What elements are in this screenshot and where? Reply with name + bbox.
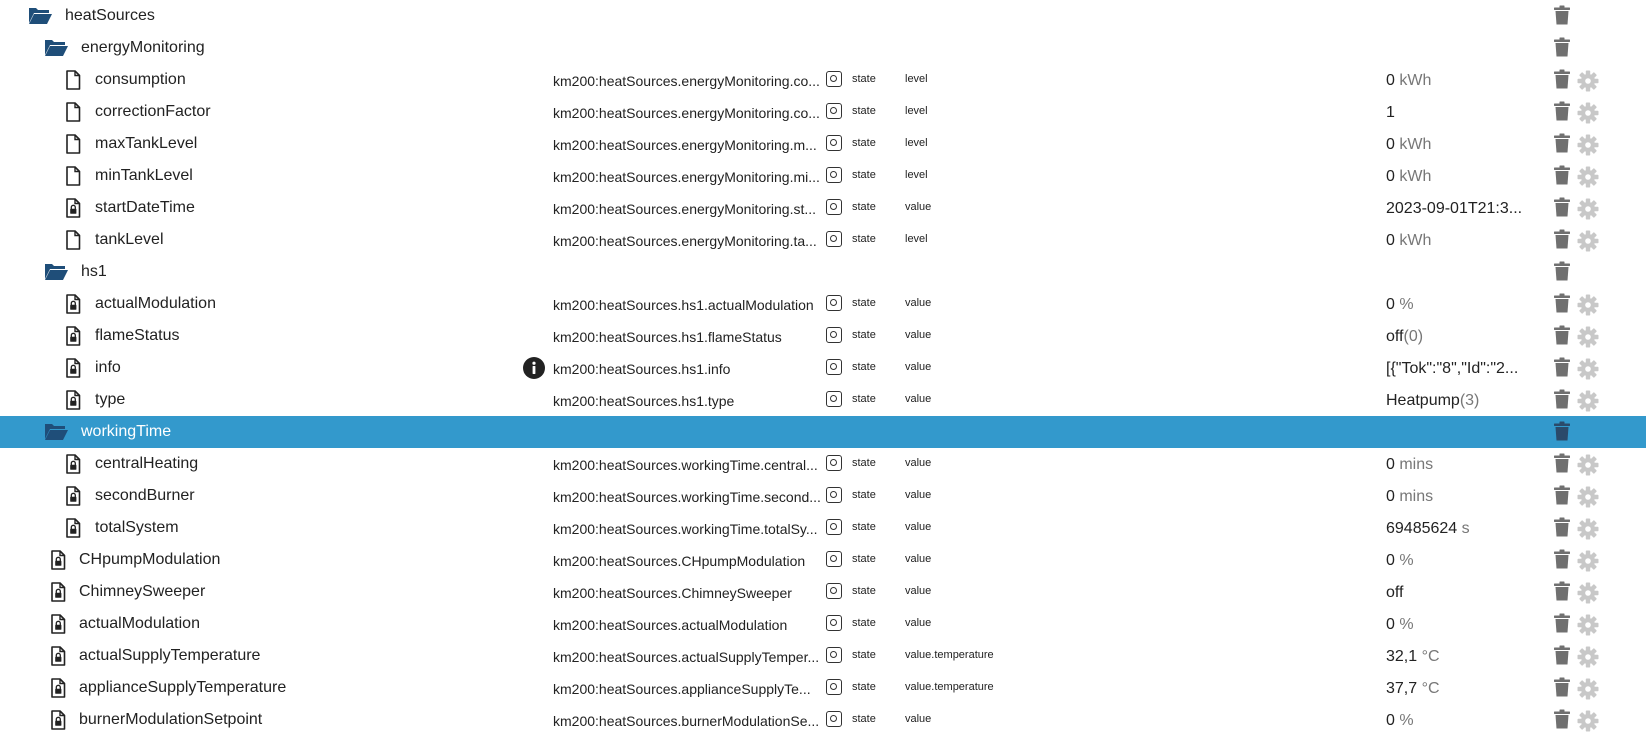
trash-icon[interactable] (1553, 517, 1573, 539)
state-type-icon (826, 231, 842, 247)
value-text: Heatpump (1386, 392, 1460, 409)
object-id: km200:heatSources.workingTime.central... (553, 457, 818, 473)
folder-name: workingTime (81, 423, 172, 440)
value-unit: % (1394, 552, 1414, 569)
tree-state-row[interactable] (0, 384, 1646, 416)
state-value[interactable] (1386, 296, 1529, 314)
trash-icon[interactable] (1553, 485, 1573, 507)
state-name: maxTankLevel (95, 135, 198, 152)
state-name: minTankLevel (95, 167, 193, 184)
state-name: flameStatus (95, 327, 180, 344)
value-text: off (1386, 584, 1404, 601)
state-type-icon (826, 519, 842, 535)
object-id: km200:heatSources.energyMonitoring.mi... (553, 169, 820, 185)
object-type-label: state (852, 297, 876, 309)
object-type-label: state (852, 73, 876, 85)
object-type-label: state (852, 329, 876, 341)
value-text: 0 (1386, 136, 1395, 153)
state-name: startDateTime (95, 199, 195, 216)
value-unit: kWh (1394, 136, 1432, 153)
value-unit: s (1457, 520, 1470, 537)
folder-open-icon (44, 422, 64, 442)
object-id: km200:heatSources.energyMonitoring.m... (553, 137, 817, 153)
object-type-label: state (852, 553, 876, 565)
tree-state-row[interactable] (0, 576, 1646, 608)
file-lock-icon (50, 678, 70, 698)
state-value[interactable] (1386, 168, 1529, 186)
gear-icon[interactable] (1577, 166, 1599, 188)
state-name: applianceSupplyTemperature (79, 679, 287, 696)
trash-icon[interactable] (1553, 453, 1573, 475)
value-text: 0 (1386, 232, 1395, 249)
state-type-icon (826, 71, 842, 87)
state-name: actualSupplyTemperature (79, 647, 261, 664)
gear-icon[interactable] (1577, 230, 1599, 252)
folder-name: heatSources (65, 7, 155, 24)
trash-icon[interactable] (1553, 581, 1573, 603)
folder-open-icon (44, 38, 64, 58)
state-type-icon (826, 199, 842, 215)
gear-icon[interactable] (1577, 710, 1599, 732)
state-name: info (95, 359, 121, 376)
file-lock-icon (50, 614, 70, 634)
trash-icon[interactable] (1553, 357, 1573, 379)
tree-folder-row[interactable] (0, 416, 1646, 448)
object-id: km200:heatSources.workingTime.totalSy... (553, 521, 818, 537)
file-icon (65, 166, 85, 186)
file-lock-icon (65, 518, 85, 538)
gear-icon[interactable] (1577, 550, 1599, 572)
state-value[interactable] (1386, 136, 1529, 154)
object-id: km200:heatSources.actualSupplyTemper... (553, 649, 820, 665)
tree-state-row[interactable] (0, 352, 1646, 384)
trash-icon[interactable] (1553, 101, 1573, 123)
value-text: 69485624 (1386, 520, 1458, 537)
object-role-label: value (905, 201, 932, 213)
object-type-label: state (852, 617, 876, 629)
gear-icon[interactable] (1577, 646, 1599, 668)
file-lock-icon (50, 582, 70, 602)
object-type-label: state (852, 393, 876, 405)
state-type-icon (826, 167, 842, 183)
file-lock-icon (65, 326, 85, 346)
gear-icon[interactable] (1577, 678, 1599, 700)
state-type-icon (826, 359, 842, 375)
value-text: [{"Tok":"8","Id":"2... (1386, 360, 1519, 377)
state-value[interactable] (1386, 72, 1529, 90)
object-id: km200:heatSources.burnerModulationSe... (553, 713, 820, 729)
tree-state-row[interactable] (0, 640, 1646, 672)
trash-icon[interactable] (1553, 293, 1573, 315)
gear-icon[interactable] (1577, 198, 1599, 220)
trash-icon[interactable] (1553, 261, 1573, 283)
value-text: 2023-09-01T21:3... (1386, 200, 1523, 217)
object-role-label: value (905, 553, 932, 565)
trash-icon[interactable] (1553, 549, 1573, 571)
object-id: km200:heatSources.hs1.flameStatus (553, 329, 782, 345)
value-text: 32,1 (1386, 648, 1418, 665)
tree-state-row[interactable] (0, 512, 1646, 544)
object-type-label: state (852, 489, 876, 501)
file-lock-icon (65, 294, 85, 314)
object-id: km200:heatSources.energyMonitoring.ta... (553, 233, 817, 249)
value-text: 0 (1386, 712, 1395, 729)
file-icon (65, 102, 85, 122)
object-id: km200:heatSources.actualModulation (553, 617, 788, 633)
value-unit: mins (1394, 456, 1434, 473)
object-role-label: level (905, 105, 928, 117)
tree-state-row[interactable] (0, 128, 1646, 160)
object-role-label: level (905, 137, 928, 149)
state-value[interactable] (1386, 456, 1529, 474)
value-unit: °C (1417, 648, 1440, 665)
state-type-icon (826, 487, 842, 503)
tree-state-row[interactable] (0, 320, 1646, 352)
object-role-label: value (905, 617, 932, 629)
tree-state-row[interactable] (0, 704, 1646, 736)
tree-state-row[interactable] (0, 448, 1646, 480)
trash-icon[interactable] (1553, 389, 1573, 411)
value-raw: (0) (1403, 328, 1424, 345)
object-id: km200:heatSources.hs1.type (553, 393, 735, 409)
value-unit: kWh (1394, 168, 1432, 185)
trash-icon[interactable] (1553, 229, 1573, 251)
gear-icon[interactable] (1577, 454, 1599, 476)
object-role-label: value (905, 585, 932, 597)
state-type-icon (826, 295, 842, 311)
file-lock-icon (50, 550, 70, 570)
state-value[interactable] (1386, 360, 1529, 378)
file-lock-icon (65, 486, 85, 506)
gear-icon[interactable] (1577, 134, 1599, 156)
object-id: km200:heatSources.CHpumpModulation (553, 553, 806, 569)
state-value[interactable] (1386, 616, 1529, 634)
value-unit: % (1394, 616, 1414, 633)
tree-state-row[interactable] (0, 288, 1646, 320)
trash-icon[interactable] (1553, 37, 1573, 59)
object-role-label: value.temperature (905, 681, 994, 693)
object-type-label: state (852, 137, 876, 149)
gear-icon[interactable] (1577, 70, 1599, 92)
value-text: 0 (1386, 456, 1395, 473)
file-lock-icon (65, 454, 85, 474)
object-id: km200:heatSources.energyMonitoring.co... (553, 105, 820, 121)
folder-open-icon (28, 6, 48, 26)
trash-icon[interactable] (1553, 197, 1573, 219)
state-value[interactable] (1386, 648, 1529, 666)
state-name: consumption (95, 71, 186, 88)
value-unit: % (1394, 712, 1414, 729)
trash-icon[interactable] (1553, 645, 1573, 667)
value-unit: % (1394, 296, 1414, 313)
object-id: km200:heatSources.applianceSupplyTe... (553, 681, 811, 697)
folder-open-icon (44, 262, 64, 282)
state-type-icon (826, 135, 842, 151)
state-name: totalSystem (95, 519, 179, 536)
tree-state-row[interactable] (0, 192, 1646, 224)
value-text: 0 (1386, 296, 1395, 313)
state-name: tankLevel (95, 231, 164, 248)
file-lock-icon (65, 358, 85, 378)
file-icon (65, 134, 85, 154)
state-name: correctionFactor (95, 103, 211, 120)
object-type-label: state (852, 649, 876, 661)
value-text: 0 (1386, 552, 1395, 569)
object-role-label: value (905, 297, 932, 309)
object-id: km200:heatSources.hs1.info (553, 361, 731, 377)
object-id: km200:heatSources.energyMonitoring.st... (553, 201, 817, 217)
object-id: km200:heatSources.energyMonitoring.co... (553, 73, 820, 89)
state-value[interactable] (1386, 712, 1529, 730)
object-type-label: state (852, 201, 876, 213)
object-role-label: value.temperature (905, 649, 994, 661)
tree-state-row[interactable] (0, 480, 1646, 512)
trash-icon[interactable] (1553, 5, 1573, 27)
file-lock-icon (65, 390, 85, 410)
object-type-label: state (852, 585, 876, 597)
file-lock-icon (50, 646, 70, 666)
value-unit: °C (1417, 680, 1440, 697)
state-value[interactable] (1386, 584, 1529, 602)
info-icon[interactable] (523, 357, 545, 379)
object-type-label: state (852, 521, 876, 533)
object-role-label: value (905, 361, 932, 373)
state-name: type (95, 391, 126, 408)
gear-icon[interactable] (1577, 518, 1599, 540)
object-role-label: level (905, 73, 928, 85)
trash-icon[interactable] (1553, 421, 1573, 443)
object-id: km200:heatSources.workingTime.second... (553, 489, 821, 505)
gear-icon[interactable] (1577, 614, 1599, 636)
tree-folder-row[interactable] (0, 32, 1646, 64)
trash-icon[interactable] (1553, 325, 1573, 347)
state-type-icon (826, 327, 842, 343)
object-type-label: state (852, 105, 876, 117)
trash-icon[interactable] (1553, 69, 1573, 91)
state-type-icon (826, 551, 842, 567)
state-value[interactable] (1386, 232, 1529, 250)
tree-state-row[interactable] (0, 96, 1646, 128)
gear-icon[interactable] (1577, 294, 1599, 316)
object-type-label: state (852, 457, 876, 469)
folder-name: hs1 (81, 263, 107, 280)
trash-icon[interactable] (1553, 709, 1573, 731)
value-text: 0 (1386, 168, 1395, 185)
state-value[interactable] (1386, 328, 1529, 346)
tree-state-row[interactable] (0, 160, 1646, 192)
trash-icon[interactable] (1553, 677, 1573, 699)
folder-name: energyMonitoring (81, 39, 205, 56)
state-type-icon (826, 711, 842, 727)
file-icon (65, 230, 85, 250)
gear-icon[interactable] (1577, 358, 1599, 380)
trash-icon[interactable] (1553, 165, 1573, 187)
value-raw: (3) (1459, 392, 1480, 409)
state-value[interactable] (1386, 392, 1529, 410)
state-type-icon (826, 679, 842, 695)
tree-state-row[interactable] (0, 608, 1646, 640)
object-role-label: value (905, 521, 932, 533)
gear-icon[interactable] (1577, 486, 1599, 508)
object-role-label: value (905, 457, 932, 469)
gear-icon[interactable] (1577, 326, 1599, 348)
object-role-label: value (905, 713, 932, 725)
object-role-label: value (905, 329, 932, 341)
state-type-icon (826, 455, 842, 471)
object-role-label: value (905, 393, 932, 405)
state-type-icon (826, 391, 842, 407)
value-text: 0 (1386, 72, 1395, 89)
state-name: burnerModulationSetpoint (79, 711, 263, 728)
state-name: ChimneySweeper (79, 583, 206, 600)
trash-icon[interactable] (1553, 133, 1573, 155)
value-text: off (1386, 328, 1404, 345)
gear-icon[interactable] (1577, 390, 1599, 412)
gear-icon[interactable] (1577, 582, 1599, 604)
state-value[interactable] (1386, 488, 1529, 506)
state-value[interactable] (1386, 520, 1529, 538)
state-name: actualModulation (95, 295, 216, 312)
state-name: actualModulation (79, 615, 200, 632)
value-text: 0 (1386, 488, 1395, 505)
object-id: km200:heatSources.ChimneySweeper (553, 585, 792, 601)
state-value[interactable] (1386, 552, 1529, 570)
state-value[interactable] (1386, 680, 1529, 698)
state-name: CHpumpModulation (79, 551, 221, 568)
object-type-label: state (852, 233, 876, 245)
file-lock-icon (65, 198, 85, 218)
value-unit: mins (1394, 488, 1434, 505)
object-type-label: state (852, 713, 876, 725)
file-lock-icon (50, 710, 70, 730)
object-id: km200:heatSources.hs1.actualModulation (553, 297, 814, 313)
object-role-label: level (905, 233, 928, 245)
tree-state-row[interactable] (0, 672, 1646, 704)
state-value[interactable] (1386, 104, 1529, 122)
value-text: 1 (1386, 104, 1395, 121)
object-type-label: state (852, 361, 876, 373)
value-unit: kWh (1394, 232, 1432, 249)
value-unit: kWh (1394, 72, 1432, 89)
tree-state-row[interactable] (0, 544, 1646, 576)
object-role-label: value (905, 489, 932, 501)
tree-state-row[interactable] (0, 64, 1646, 96)
tree-folder-row[interactable] (0, 256, 1646, 288)
value-text: 37,7 (1386, 680, 1418, 697)
state-value[interactable] (1386, 200, 1529, 218)
tree-state-row[interactable] (0, 224, 1646, 256)
value-text: 0 (1386, 616, 1395, 633)
state-name: centralHeating (95, 455, 199, 472)
object-type-label: state (852, 681, 876, 693)
state-type-icon (826, 103, 842, 119)
gear-icon[interactable] (1577, 102, 1599, 124)
object-role-label: level (905, 169, 928, 181)
state-type-icon (826, 615, 842, 631)
tree-folder-row[interactable] (0, 0, 1646, 32)
state-type-icon (826, 583, 842, 599)
state-type-icon (826, 647, 842, 663)
trash-icon[interactable] (1553, 613, 1573, 635)
file-icon (65, 70, 85, 90)
object-type-label: state (852, 169, 876, 181)
state-name: secondBurner (95, 487, 195, 504)
